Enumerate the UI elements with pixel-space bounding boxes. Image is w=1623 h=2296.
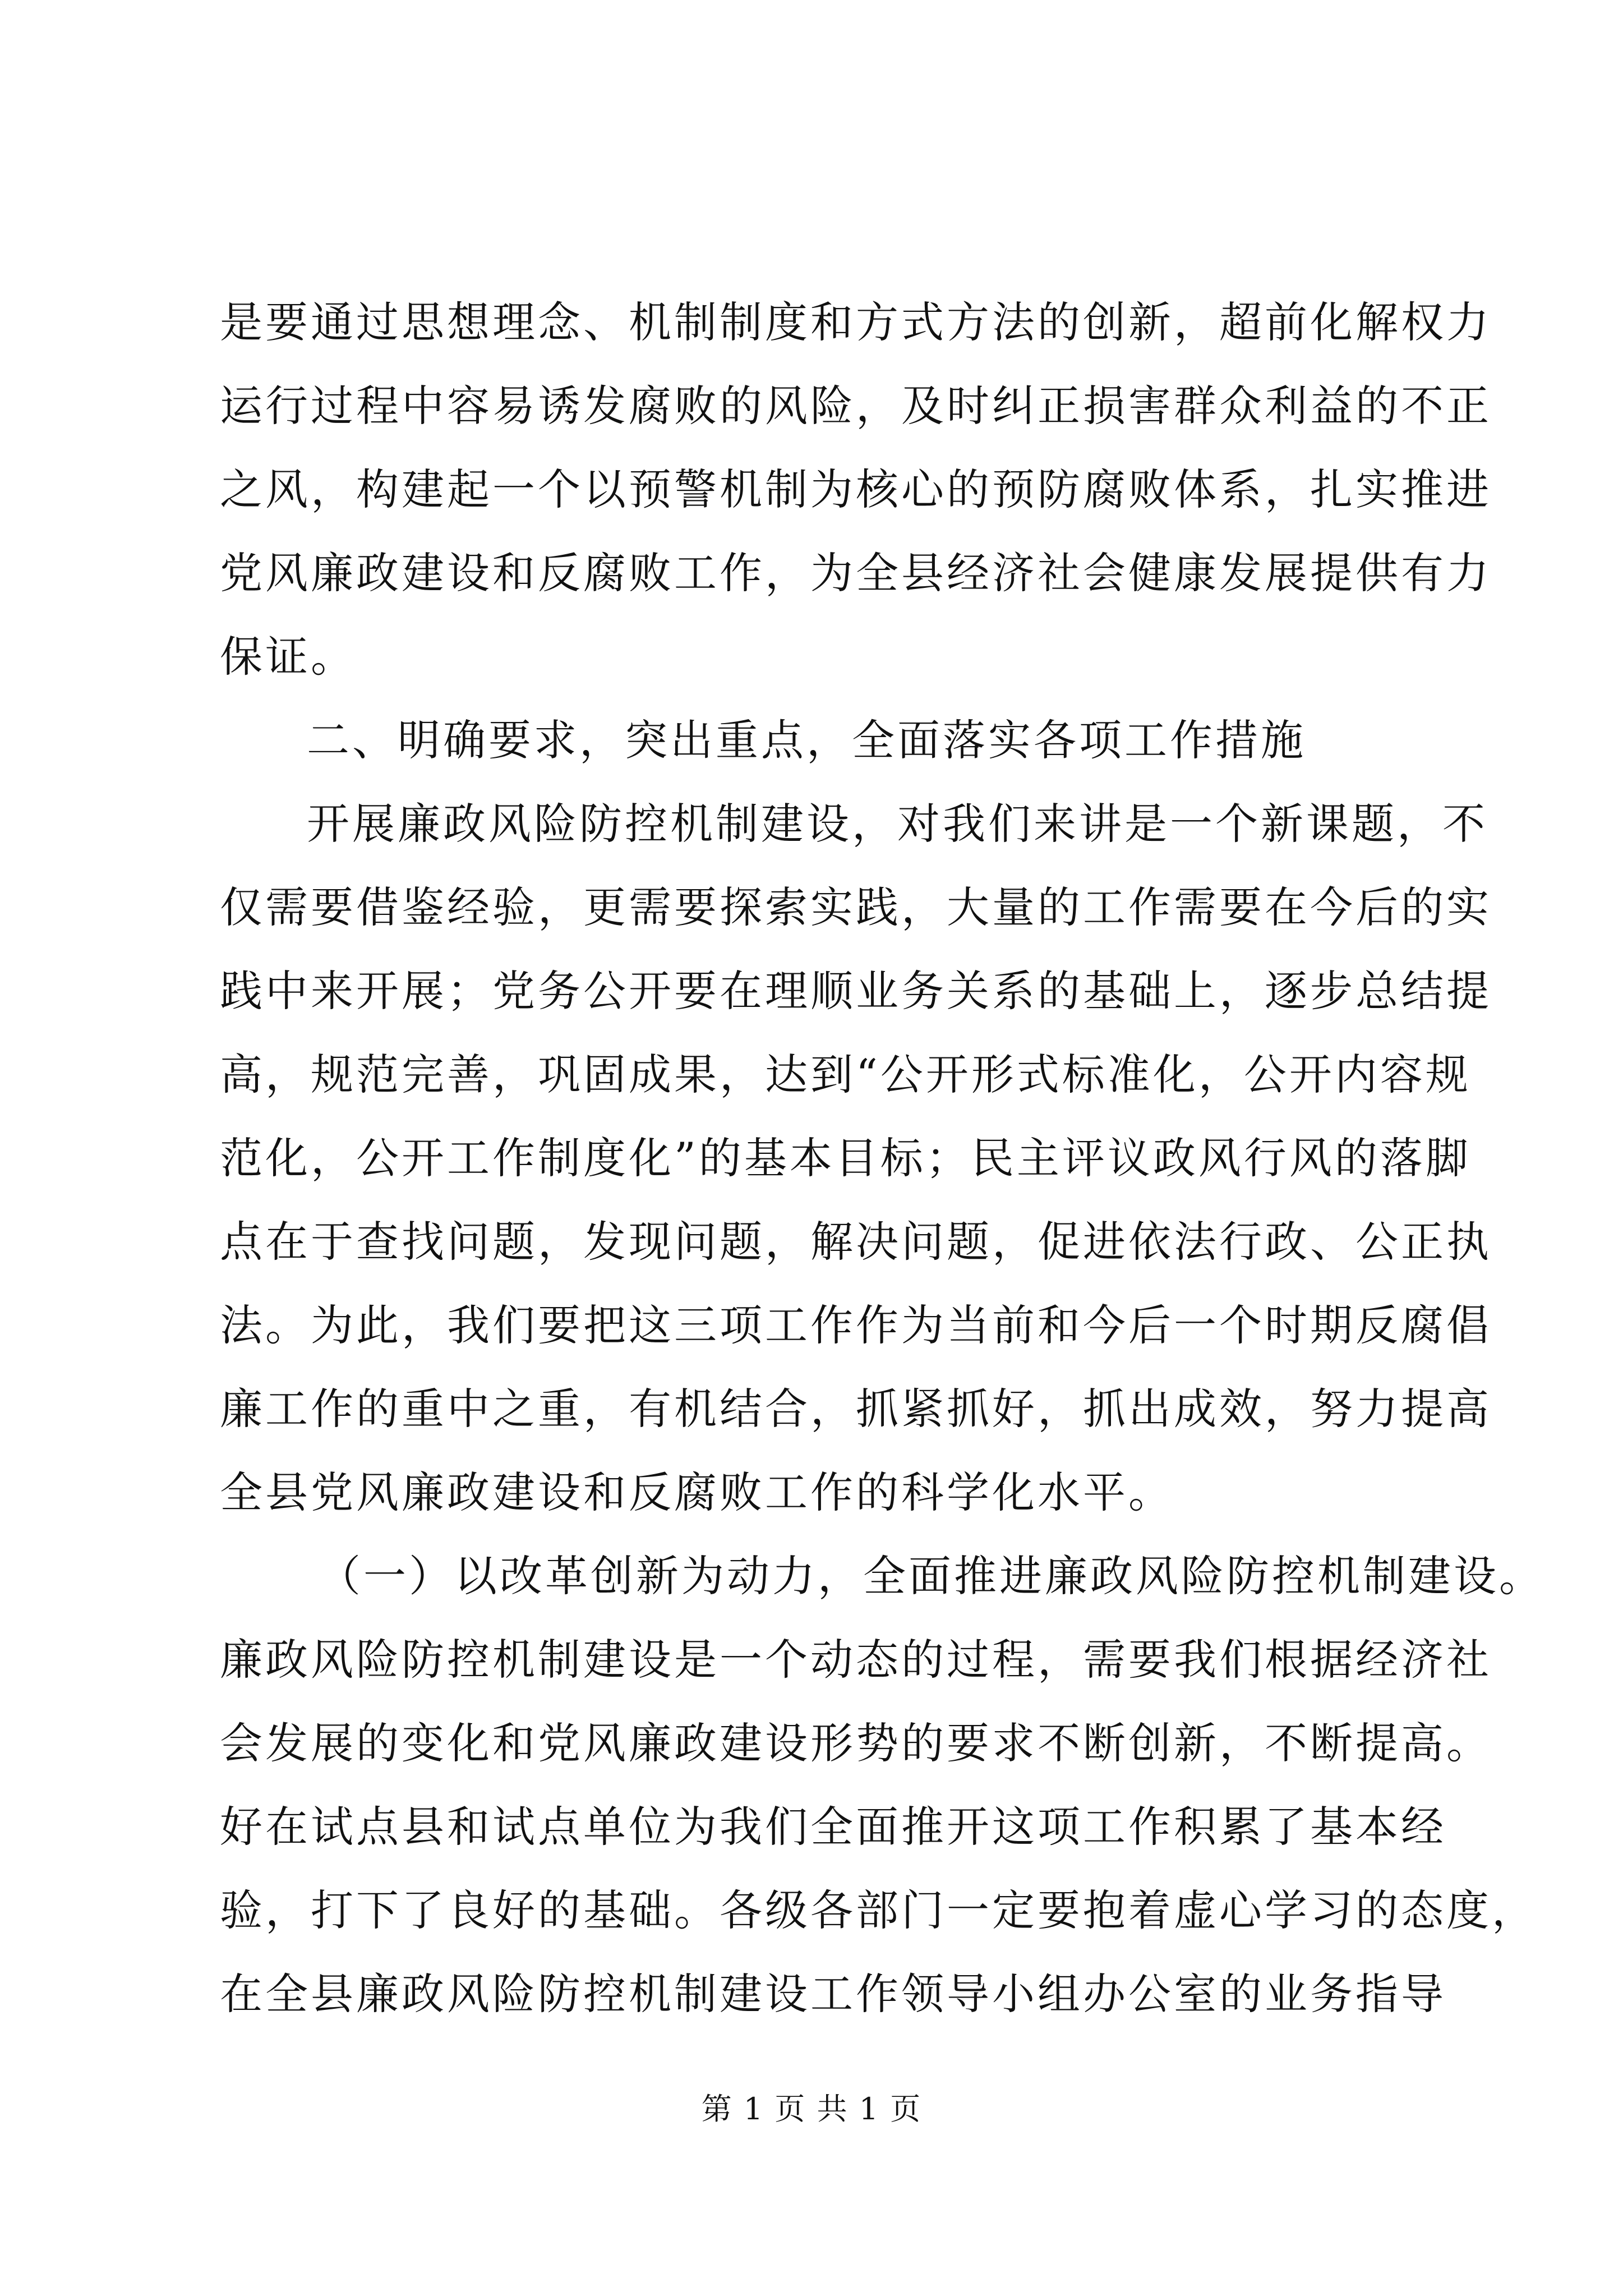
text-line: 全县党风廉政建设和反腐败工作的科学化水平。 [220, 1467, 1174, 1517]
page-number-label: 第 1 页 共 1 页 [701, 2091, 922, 2127]
text-line: 高，规范完善，巩固成果，达到“公开形式标准化，公开内容规 [220, 1050, 1471, 1099]
text-line: 运行过程中容易诱发腐败的风险，及时纠正损害群众利益的不正 [220, 381, 1492, 431]
text-line: 保证。 [220, 632, 356, 682]
paragraph-first-line: 开展廉政风险防控机制建设，对我们来讲是一个新课题，不 [307, 799, 1488, 849]
text-line: 在全县廉政风险防控机制建设工作领导小组办公室的业务指导 [220, 1969, 1446, 2019]
text-line: 之风，构建起一个以预警机制为核心的预防腐败体系，扎实推进 [220, 464, 1492, 514]
document-body [220, 280, 1544, 2036]
subsection-heading: （一）以改革创新为动力，全面推进廉政风险防控机制建设。 [318, 1551, 1544, 1601]
text-line: 好在试点县和试点单位为我们全面推开这项工作积累了基本经 [220, 1802, 1446, 1852]
text-line: 法。为此，我们要把这三项工作作为当前和今后一个时期反腐倡 [220, 1300, 1492, 1350]
text-line: 廉政风险防控机制建设是一个动态的过程，需要我们根据经济社 [220, 1635, 1492, 1685]
text-line: 党风廉政建设和反腐败工作，为全县经济社会健康发展提供有力 [220, 548, 1492, 598]
section-heading: 二、明确要求，突出重点，全面落实各项工作措施 [307, 715, 1306, 765]
text-line: 会发展的变化和党风廉政建设形势的要求不断创新，不断提高。 [220, 1718, 1492, 1768]
text-line: 仅需要借鉴经验，更需要探索实践，大量的工作需要在今后的实 [220, 882, 1492, 932]
text-line: 是要通过思想理念、机制制度和方式方法的创新，超前化解权力 [220, 297, 1492, 347]
text-line: 范化，公开工作制度化”的基本目标；民主评议政风行风的落脚 [220, 1133, 1471, 1183]
text-line: 点在于查找问题，发现问题，解决问题，促进依法行政、公正执 [220, 1217, 1492, 1267]
text-line: 践中来开展；党务公开要在理顺业务关系的基础上，逐步总结提 [220, 966, 1492, 1016]
page-footer [0, 2090, 1623, 2129]
text-line: 验，打下了良好的基础。各级各部门一定要抱着虚心学习的态度， [220, 1885, 1537, 1935]
text-line: 廉工作的重中之重，有机结合，抓紧抓好，抓出成效，努力提高 [220, 1384, 1492, 1434]
